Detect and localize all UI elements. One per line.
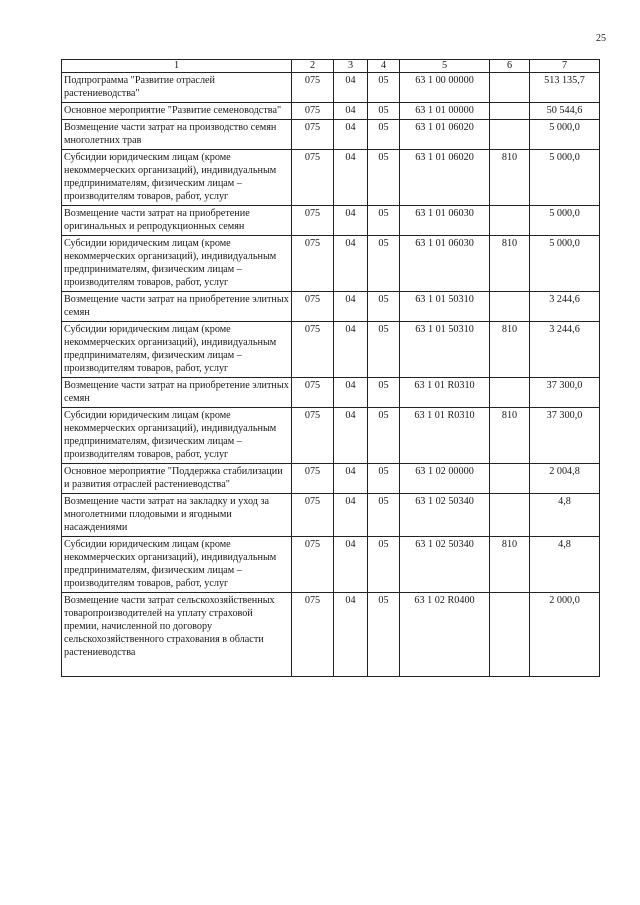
row-grbs: 075: [292, 464, 334, 494]
row-rz: 04: [334, 537, 368, 593]
row-vr: 810: [490, 236, 530, 292]
row-name: Возмещение части затрат на приобретение элитных семян: [62, 292, 292, 322]
row-vr: [490, 593, 530, 677]
table-row: [62, 494, 600, 537]
row-pr: 05: [368, 292, 400, 322]
row-grbs: 075: [292, 292, 334, 322]
row-rz: 04: [334, 236, 368, 292]
table-row: [62, 150, 600, 206]
row-sum: 50 544,6: [530, 103, 600, 120]
table-row: [62, 120, 600, 150]
row-rz: 04: [334, 378, 368, 408]
row-pr: 05: [368, 322, 400, 378]
row-vr: 810: [490, 150, 530, 206]
row-name: Основное мероприятие "Развитие семеноводства": [62, 103, 292, 120]
row-grbs: 075: [292, 494, 334, 537]
row-grbs: 075: [292, 73, 334, 103]
row-name: Возмещение части затрат на приобретение оригинальных и репродукционных семян: [62, 206, 292, 236]
row-pr: 05: [368, 150, 400, 206]
row-csr: 63 1 01 06020: [400, 150, 490, 206]
row-sum: 5 000,0: [530, 150, 600, 206]
row-pr: 05: [368, 378, 400, 408]
row-csr: 63 1 00 00000: [400, 73, 490, 103]
row-csr: 63 1 01 50310: [400, 322, 490, 378]
row-grbs: 075: [292, 236, 334, 292]
row-pr: 05: [368, 593, 400, 677]
row-csr: 63 1 01 R0310: [400, 408, 490, 464]
row-pr: 05: [368, 236, 400, 292]
row-grbs: 075: [292, 408, 334, 464]
row-rz: 04: [334, 73, 368, 103]
row-pr: 05: [368, 408, 400, 464]
row-name: Основное мероприятие "Поддержка стабилизации и развития отраслей растениеводства": [62, 464, 292, 494]
row-name: Субсидии юридическим лицам (кроме некоммерческих организаций), индивидуальным предпринимателям, физическим лицам – производителям товаров, работ, услуг: [62, 537, 292, 593]
row-sum: 37 300,0: [530, 378, 600, 408]
row-sum: 2 004,8: [530, 464, 600, 494]
row-pr: 05: [368, 537, 400, 593]
row-rz: 04: [334, 494, 368, 537]
row-name: Подпрограмма "Развитие отраслей растениеводства": [62, 73, 292, 103]
table-row: [62, 206, 600, 236]
row-name: Субсидии юридическим лицам (кроме некоммерческих организаций), индивидуальным предпринимателям, физическим лицам – производителям товаров, работ, услуг: [62, 150, 292, 206]
row-csr: 63 1 02 50340: [400, 537, 490, 593]
row-csr: 63 1 01 06030: [400, 236, 490, 292]
row-rz: 04: [334, 120, 368, 150]
row-grbs: 075: [292, 322, 334, 378]
row-pr: 05: [368, 206, 400, 236]
table-row: [62, 322, 600, 378]
table-row: [62, 292, 600, 322]
row-pr: 05: [368, 464, 400, 494]
row-name: Возмещение части затрат на производство семян многолетних трав: [62, 120, 292, 150]
table-row: [62, 378, 600, 408]
header-col-2: 2: [292, 60, 334, 73]
row-name: Субсидии юридическим лицам (кроме некоммерческих организаций), индивидуальным предпринимателям, физическим лицам – производителям товаров, работ, услуг: [62, 408, 292, 464]
table-row: [62, 103, 600, 120]
header-col-7: 7: [530, 60, 600, 73]
table-header-row: [62, 60, 600, 73]
row-vr: [490, 73, 530, 103]
row-sum: 37 300,0: [530, 408, 600, 464]
row-grbs: 075: [292, 103, 334, 120]
row-sum: 513 135,7: [530, 73, 600, 103]
header-col-4: 4: [368, 60, 400, 73]
row-pr: 05: [368, 120, 400, 150]
table-row: [62, 73, 600, 103]
row-csr: 63 1 01 06020: [400, 120, 490, 150]
row-sum: 4,8: [530, 537, 600, 593]
row-name: Субсидии юридическим лицам (кроме некоммерческих организаций), индивидуальным предпринимателям, физическим лицам – производителям товаров, работ, услуг: [62, 322, 292, 378]
row-pr: 05: [368, 494, 400, 537]
row-csr: 63 1 02 R0400: [400, 593, 490, 677]
table-row: [62, 236, 600, 292]
row-csr: 63 1 01 R0310: [400, 378, 490, 408]
row-rz: 04: [334, 103, 368, 120]
row-grbs: 075: [292, 206, 334, 236]
row-rz: 04: [334, 322, 368, 378]
row-vr: [490, 494, 530, 537]
row-rz: 04: [334, 464, 368, 494]
row-sum: 3 244,6: [530, 292, 600, 322]
row-vr: 810: [490, 322, 530, 378]
row-rz: 04: [334, 150, 368, 206]
table-row: [62, 593, 600, 677]
row-name: Возмещение части затрат на приобретение элитных семян: [62, 378, 292, 408]
row-rz: 04: [334, 593, 368, 677]
budget-table: [61, 59, 600, 677]
row-vr: [490, 120, 530, 150]
row-grbs: 075: [292, 378, 334, 408]
row-sum: 2 000,0: [530, 593, 600, 677]
row-grbs: 075: [292, 120, 334, 150]
row-sum: 4,8: [530, 494, 600, 537]
row-sum: 5 000,0: [530, 120, 600, 150]
row-pr: 05: [368, 73, 400, 103]
table-row: [62, 408, 600, 464]
row-grbs: 075: [292, 593, 334, 677]
header-col-6: 6: [490, 60, 530, 73]
row-rz: 04: [334, 408, 368, 464]
row-pr: 05: [368, 103, 400, 120]
row-vr: [490, 292, 530, 322]
row-vr: [490, 103, 530, 120]
table-row: [62, 537, 600, 593]
row-rz: 04: [334, 292, 368, 322]
row-csr: 63 1 02 00000: [400, 464, 490, 494]
table-row: [62, 464, 600, 494]
header-col-5: 5: [400, 60, 490, 73]
row-name: Возмещение части затрат сельскохозяйственных товаропроизводителей на уплату страховой премии, начисленной по договору сельскохозяйственного страхования в области растениеводства: [62, 593, 292, 677]
header-col-1: 1: [62, 60, 292, 73]
row-grbs: 075: [292, 150, 334, 206]
row-grbs: 075: [292, 537, 334, 593]
row-rz: 04: [334, 206, 368, 236]
row-vr: [490, 378, 530, 408]
row-vr: [490, 206, 530, 236]
row-csr: 63 1 01 00000: [400, 103, 490, 120]
row-sum: 5 000,0: [530, 206, 600, 236]
row-name: Возмещение части затрат на закладку и уход за многолетними плодовыми и ягодными насаждениями: [62, 494, 292, 537]
row-vr: [490, 464, 530, 494]
row-sum: 3 244,6: [530, 322, 600, 378]
row-vr: 810: [490, 408, 530, 464]
row-sum: 5 000,0: [530, 236, 600, 292]
row-name: Субсидии юридическим лицам (кроме некоммерческих организаций), индивидуальным предпринимателям, физическим лицам – производителям товаров, работ, услуг: [62, 236, 292, 292]
row-csr: 63 1 01 06030: [400, 206, 490, 236]
row-vr: 810: [490, 537, 530, 593]
row-csr: 63 1 02 50340: [400, 494, 490, 537]
header-col-3: 3: [334, 60, 368, 73]
row-csr: 63 1 01 50310: [400, 292, 490, 322]
page-number: 25: [596, 33, 606, 44]
